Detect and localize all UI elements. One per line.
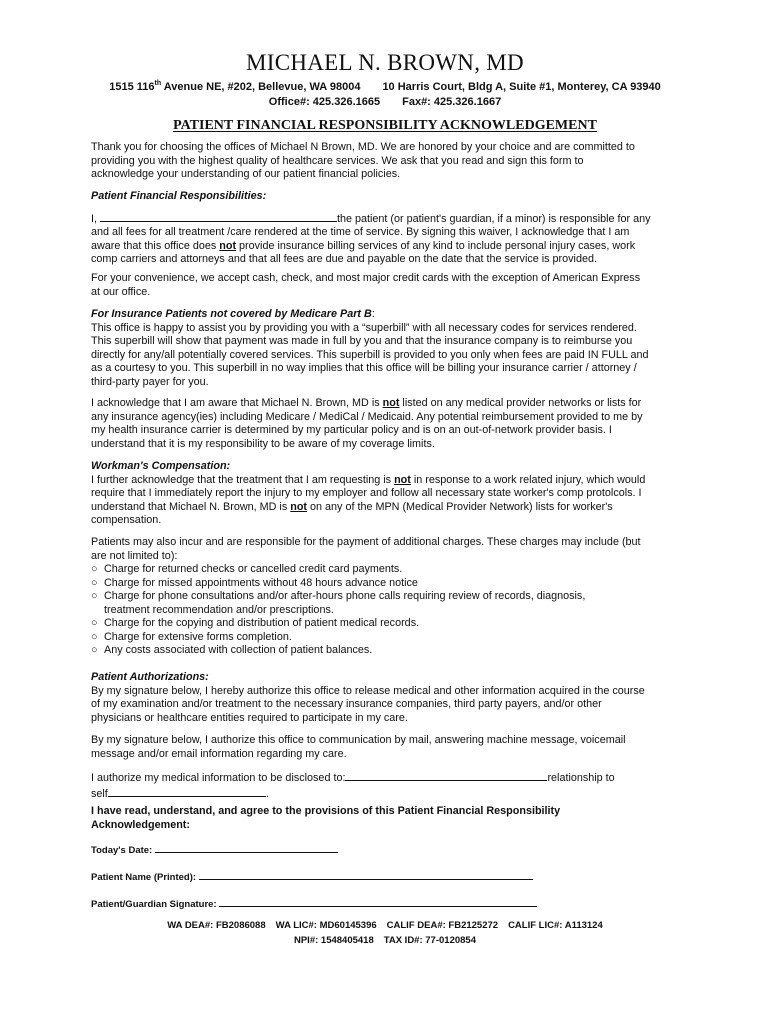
calif-lic: CALIF LIC#: A113124 [508, 920, 603, 931]
ack-line: understand that it is my responsibility to be aware of my coverage limits. [91, 437, 435, 450]
address-line [0, 80, 770, 93]
monterey-address: 10 Harris Court, Bldg A, Suite #1, Monterey, CA 93940 [382, 81, 661, 93]
patient-name-field [91, 870, 533, 883]
emphasis-not: not [394, 473, 411, 486]
physician-name: MICHAEL N. BROWN, MD [246, 50, 524, 75]
agreement-line: Acknowledgement: [91, 818, 190, 831]
list-item: ○ Charge for missed appointments without 48 hours advance notice [91, 576, 418, 589]
network-acknowledgement [91, 397, 691, 451]
signature-field [91, 897, 537, 910]
patient-name-label: Patient Name (Printed): [91, 872, 199, 883]
charges-intro: are not limited to): [91, 549, 178, 562]
section-heading: Patient Financial Responsibilities: [91, 190, 267, 202]
additional-charges-section [91, 536, 691, 658]
intro-line: acknowledge your understanding of our patient financial policies. [91, 168, 401, 180]
intro-paragraph [91, 141, 691, 182]
id-line [0, 935, 770, 946]
responsibility-line: and all fees for all treatment /care rendered at the time of service. By signing this waiver, I acknowledge that I am [91, 226, 630, 238]
emphasis-not: not [290, 500, 308, 513]
disclosure-line: self . [91, 787, 269, 800]
disclosure-line: I authorize my medical information to be disclosed to: relationship to [91, 772, 615, 784]
list-item: ○ Any costs associated with collection of patient balances. [91, 644, 373, 656]
patient-name-blank[interactable] [100, 211, 337, 222]
payment-line: For your convenience, we accept cash, check, and most major credit cards with the exception of American Express [91, 272, 641, 284]
ordinal-suffix: th [154, 80, 162, 87]
fax-number: Fax#: 425.326.1667 [402, 96, 502, 108]
agreement-line: I have read, understand, and agree to the provisions of this Patient Financial Responsibility [91, 805, 561, 817]
phone-line [0, 96, 770, 108]
auth-line: physicians or healthcare entities required to participate in my care. [91, 711, 408, 724]
authorizations-section [91, 671, 691, 725]
agreement-statement [91, 805, 691, 832]
wa-dea: WA DEA#: FB2086088 [167, 920, 266, 931]
bullet-icon: ○ [91, 630, 98, 643]
emphasis-not: not [382, 397, 400, 409]
communication-authorization [91, 734, 691, 761]
list-item: ○ Charge for the copying and distribution of patient medical records. [91, 617, 420, 629]
emphasis-not: not [219, 239, 237, 252]
signature-blank[interactable] [219, 897, 537, 907]
charges-intro: Patients may also incur and are responsible for the payment of additional charges. These charges may include (but [91, 536, 641, 548]
insurance-line: as a courtesy to you. This superbill in no way implies that this office will be billing your insurance carrier / attorney / [91, 362, 637, 374]
list-item: ○ Charge for returned checks or cancelled credit card payments. [91, 563, 403, 575]
auth-line: message and/or email information regarding my care. [91, 747, 347, 760]
workman-line: require that I immediately report the injury to my employer and follow all necessary state worker's comp protolcols. I [91, 487, 642, 499]
responsibility-line: I, the patient (or patient's guardian, if a minor) is responsible for any [91, 212, 651, 225]
payment-paragraph [91, 272, 691, 299]
auth-line: of my examination and/or treatment to the necessary insurance companies, third party payers, and/or other [91, 698, 602, 710]
auth-line: By my signature below, I hereby authorize this office to release medical and other information acquired in the course [91, 684, 645, 697]
responsibilities-section [91, 190, 691, 267]
ack-line: any insurance agency(ies) including Medicare / MediCal / Medicaid. Any potential reimbursement provided to me by [91, 410, 643, 423]
responsibility-line: aware that this office does not provide insurance billing services of any kind to include personal injury cases, work [91, 239, 636, 252]
todays-date-field [91, 843, 338, 856]
bullet-icon: ○ [91, 563, 98, 575]
ack-line: I acknowledge that I am aware that Michael N. Brown, MD is not listed on any medical provider networks or lists for [91, 397, 642, 409]
insurance-line: This office is happy to assist you by providing you with a “superbill” with all necessary codes for services rendered. [91, 321, 637, 334]
calif-dea: CALIF DEA#: FB2125272 [386, 920, 499, 931]
bellevue-address-number: 1515 116 [109, 81, 155, 93]
bullet-icon: ○ [91, 576, 98, 589]
workman-line: understand that Michael N. Brown, MD is not on any of the MPN (Medical Provider Network) lists for worker's [91, 500, 613, 513]
todays-date-blank[interactable] [155, 843, 338, 853]
insurance-line: third-party payer for you. [91, 375, 209, 388]
bellevue-address: Avenue NE, #202, Bellevue, WA 98004 [161, 81, 361, 93]
section-heading: Workman's Compensation: [91, 460, 231, 472]
office-phone: Office#: 425.326.1665 [268, 96, 381, 108]
section-heading: Patient Authorizations: [91, 671, 209, 683]
disclosure-authorization [91, 770, 691, 801]
insurance-section [91, 308, 691, 389]
auth-line: By my signature below, I authorize this office to communication by mail, answering machine message, voicemail [91, 734, 626, 746]
intro-line: providing you with the highest quality of healthcare services. We ask that you read and sign this form to [91, 154, 584, 167]
workman-line: I further acknowledge that the treatment that I am requesting is not in response to a work related injury, which would [91, 473, 646, 486]
ack-line: my health insurance carrier is determined by my particular policy and is on an out-of-network provider basis. I [91, 424, 612, 436]
payment-line: at our office. [91, 285, 151, 298]
form-title: PATIENT FINANCIAL RESPONSIBILITY ACKNOWLEDGEMENT [173, 118, 597, 133]
tax-id: TAX ID#: 77-0120854 [383, 935, 476, 946]
list-item: ○ Charge for extensive forms completion. [91, 630, 292, 643]
list-item: ○ Charge for phone consultations and/or after-hours phone calls requiring review of records, diagnosis, [91, 590, 586, 602]
bullet-icon: ○ [91, 617, 98, 629]
patient-name-printed-blank[interactable] [199, 870, 533, 880]
todays-date-label: Today's Date: [91, 845, 155, 856]
intro-line: Thank you for choosing the offices of Michael N Brown, MD. We are honored by your choice and are committed to [91, 141, 635, 153]
disclosure-recipient-blank[interactable] [345, 770, 547, 781]
list-item-continuation: treatment recommendation and/or prescriptions. [104, 603, 334, 616]
section-heading: For Insurance Patients not covered by Medicare Part B: [91, 308, 375, 320]
relationship-blank[interactable] [108, 786, 266, 797]
insurance-line: This superbill will show that payment was made in full by you and that the insurance company is to reimburse you [91, 335, 633, 347]
signature-label: Patient/Guardian Signature: [91, 899, 220, 910]
npi-number: NPI#: 1548405418 [293, 935, 374, 946]
workmans-comp-section [91, 460, 691, 528]
bullet-icon: ○ [91, 644, 98, 656]
bullet-icon: ○ [91, 590, 98, 602]
responsibility-line: comp carriers and attorneys and that all fees are due and payable on the date that the service is provided. [91, 253, 597, 265]
wa-lic: WA LIC#: MD60145396 [275, 920, 377, 931]
license-line [0, 920, 770, 931]
insurance-line: directly for any/all potentially covered services. This superbill is provided to you only when fees are paid IN FULL and [91, 348, 649, 361]
workman-line: compensation. [91, 514, 162, 526]
